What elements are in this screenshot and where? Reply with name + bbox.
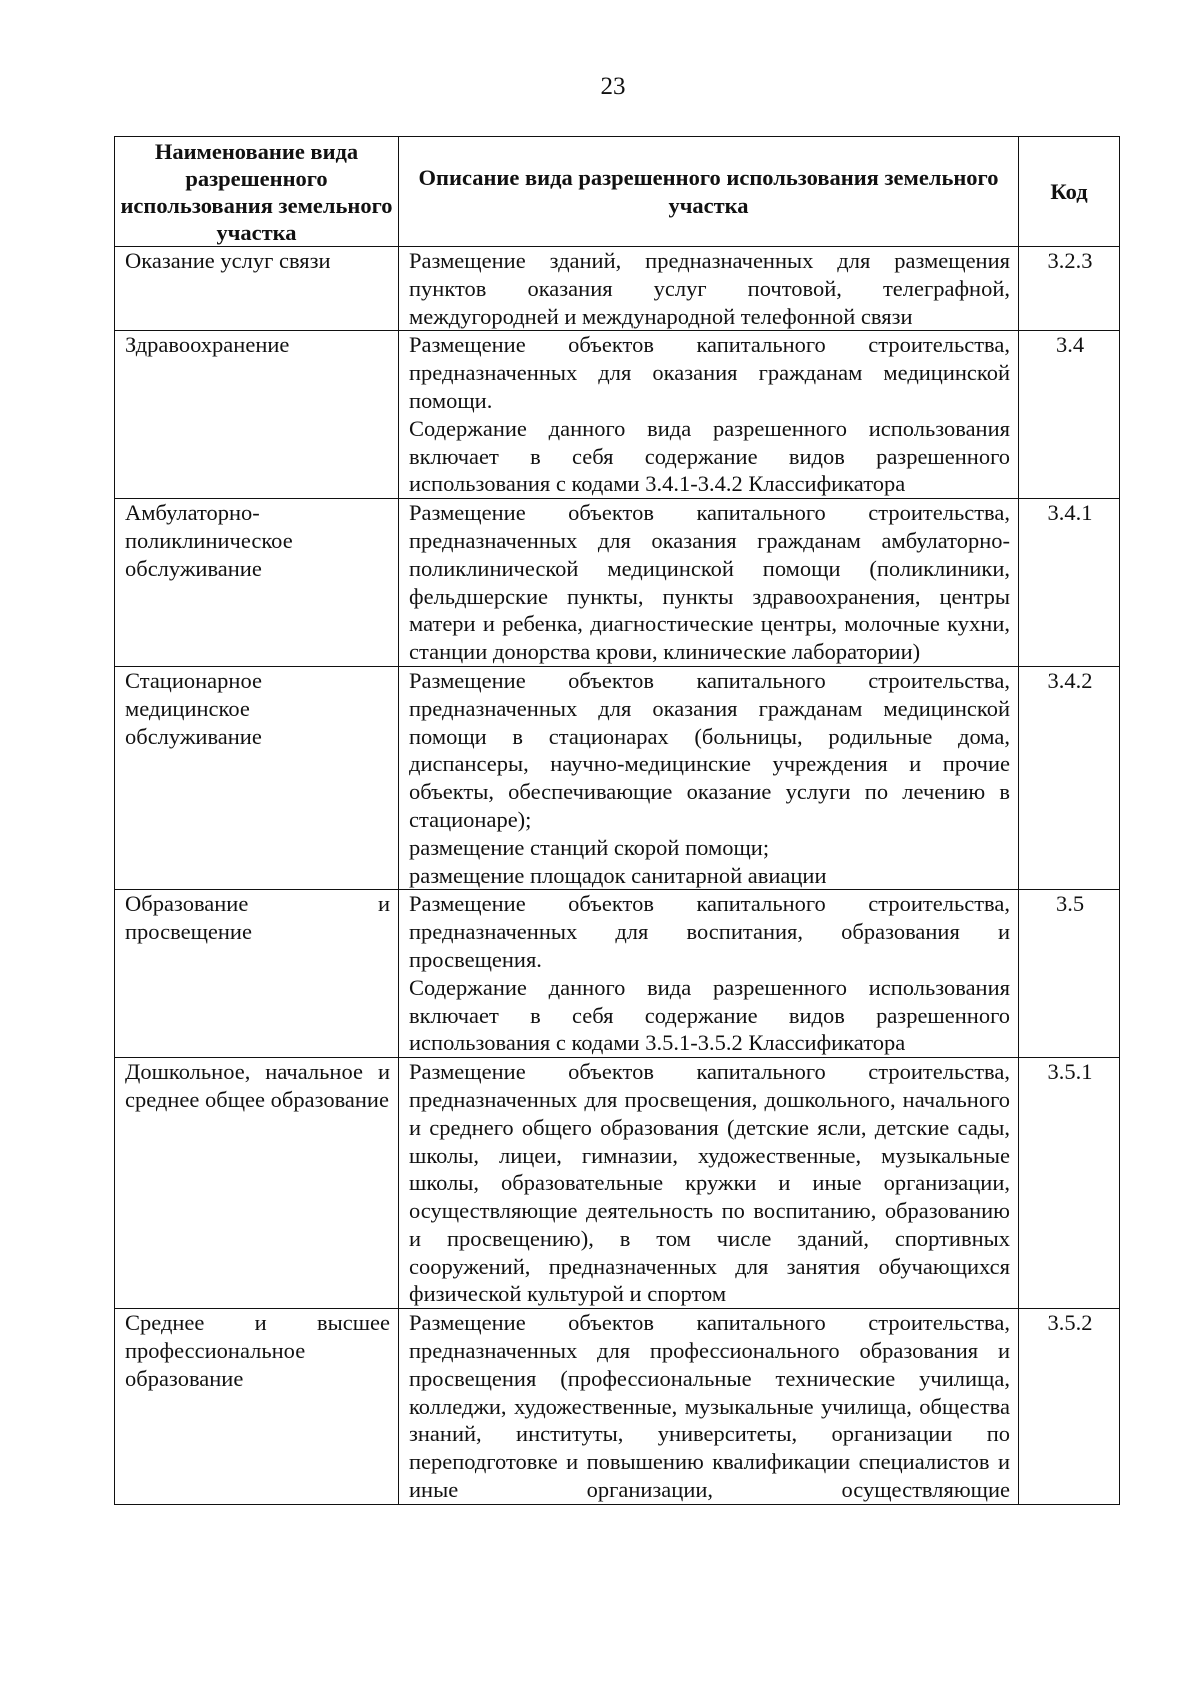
row-name-text: Среднее и высшее профессиональное образование [125,1310,390,1391]
table-row [115,247,1120,331]
table-row [115,331,1120,499]
row-code: 3.4.2 [1019,666,1120,889]
row-name-text: Стационарное медицинское обслуживание [125,667,262,749]
table-row [115,666,1120,889]
row-name [115,666,399,889]
row-code: 3.4.1 [1019,499,1120,667]
row-description-text: Размещение объектов капитального строительства, предназначенных для оказания гражданам медицинской помощи. [409,332,1010,413]
row-description-text: Содержание данного вида разрешенного использования включает в себя содержание видов разрешенного использования с кодами 3.4.1-3.4.2 Классификатора [409,415,1010,497]
row-description-text: Размещение зданий, предназначенных для размещения пунктов оказания услуг почтовой, телеграфной, междугородней и международной телефонной связи [409,248,1010,329]
row-description-text: Размещение объектов капитального строительства, предназначенных для оказания гражданам амбулаторно-поликлинической медицинской помощи (поликлиники, фельдшерские пункты, пункты здравоохранения, центры матери и ребенка, диагностические центры, молочные кухни, станции донорства крови, клинические лаборатории) [409,500,1010,665]
row-name [115,890,399,1058]
header-description: Описание вида разрешенного использования земельного участка [399,137,1019,247]
row-description [399,331,1019,499]
page-number: 23 [600,73,626,100]
row-description-text: Размещение объектов капитального строительства, предназначенных для оказания гражданам медицинской помощи в стационарах (больницы, родильные дома, диспансеры, научно-медицинские учреждения и прочие объекты, обеспечивающие оказание услуги по лечению в стационаре); [409,667,1010,832]
row-code: 3.5 [1019,890,1120,1058]
row-name-text: Оказание услуг связи [125,248,331,273]
row-description-text: Размещение объектов капитального строительства, предназначенных для профессионального образования и просвещения (профессиональные технические училища, колледжи, художественные, музыкальные училища, общества знаний, институты, университеты, организации по переподготовке и повышению квалификации специалистов и иные организации, осуществляющие [409,1310,1010,1503]
row-description-text: размещение станций скорой помощи; [409,834,770,860]
row-description [399,247,1019,331]
header-code: Код [1019,137,1120,247]
row-code: 3.4 [1019,331,1120,499]
row-description-text: Размещение объектов капитального строительства, предназначенных для воспитания, образования и просвещения. [409,891,1010,972]
row-description-text: Размещение объектов капитального строительства, предназначенных для просвещения, дошкольного, начального и среднего общего образования (детские ясли, детские сады, школы, лицеи, гимназии, художественные, музыкальные школы, образовательные кружки и иные организации, осуществляющие деятельность по воспитанию, образованию и просвещению), в том числе зданий, спортивных сооружений, предназначенных для занятия обучающихся физической культурой и спортом [409,1059,1010,1307]
row-name-text: Дошкольное, начальное и среднее общее образование [125,1059,390,1112]
land-use-table [114,136,1120,1505]
row-code: 3.5.1 [1019,1058,1120,1309]
row-name-text: Здравоохранение [125,332,290,358]
table-header-row [115,137,1120,247]
table-row [115,1058,1120,1309]
row-description [399,666,1019,889]
row-name-text: Образование и просвещение [125,891,390,945]
row-description [399,1058,1019,1309]
row-description [399,499,1019,667]
row-name [115,247,399,331]
row-name [115,499,399,667]
table-row [115,890,1120,1058]
table-row [115,1309,1120,1505]
row-code: 3.2.3 [1019,247,1120,331]
row-description [399,1309,1019,1505]
row-code: 3.5.2 [1019,1309,1120,1505]
header-name: Наименование вида разрешенного использования земельного участка [115,137,399,247]
row-name [115,1058,399,1309]
table-row [115,499,1120,667]
row-name [115,1309,399,1505]
row-description-text: размещение площадок санитарной авиации [409,862,827,888]
row-description-text: Содержание данного вида разрешенного использования включает в себя содержание видов разрешенного использования с кодами 3.5.1-3.5.2 Классификатора [409,974,1010,1056]
row-description [399,890,1019,1058]
row-name [115,331,399,499]
row-name-text: Амбулаторно-поликлиническое обслуживание [125,500,293,581]
